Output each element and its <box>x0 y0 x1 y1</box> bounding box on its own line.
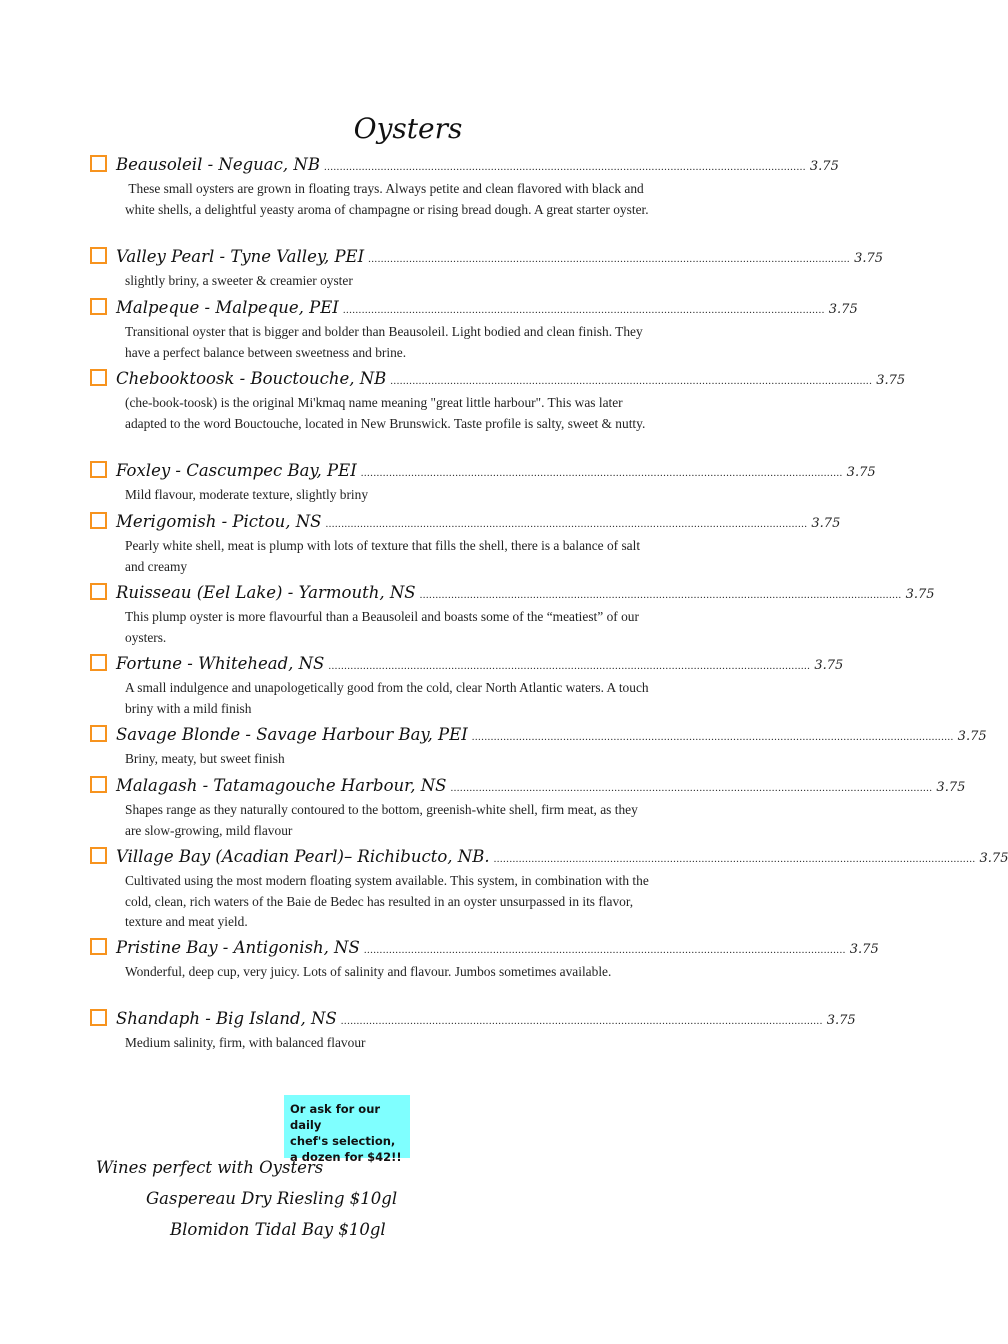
dot-leader: ......................................................................................................................................................... <box>419 589 902 601</box>
dot-leader: ......................................................................................................................................................... <box>328 660 811 672</box>
oyster-item <box>90 654 844 719</box>
oyster-price: 3.75 <box>849 942 879 957</box>
oyster-description: Wonderful, deep cup, very juicy. Lots of salinity and flavour. Jumbos sometimes available. <box>125 964 612 979</box>
oyster-description: Mild flavour, moderate texture, slightly briny <box>125 487 369 502</box>
oyster-item <box>90 298 858 363</box>
oyster-price: 3.75 <box>809 159 839 174</box>
checkbox[interactable] <box>90 155 107 172</box>
oyster-description: (che-book-toosk) is the original Mi'kmaq name meaning "great little harbour". This was later adapted to the word Bouctouche, located in New Brunswick. Taste profile is salty, sweet & nutty. <box>125 395 646 431</box>
checkbox[interactable] <box>90 298 107 315</box>
oyster-price: 3.75 <box>905 587 935 602</box>
oyster-description: A small indulgence and unapologetically good from the cold, clear North Atlantic waters. A touch briny with a mild finish <box>125 680 649 716</box>
oyster-price: 3.75 <box>957 729 987 744</box>
oyster-name: Beausoleil - Neguac, NB <box>116 155 320 174</box>
oyster-description: Medium salinity, firm, with balanced flavour <box>125 1035 366 1050</box>
dot-leader: ......................................................................................................................................................... <box>368 253 851 265</box>
dot-leader: ......................................................................................................................................................... <box>363 944 846 956</box>
checkbox[interactable] <box>90 1009 107 1026</box>
checkbox[interactable] <box>90 247 107 264</box>
dot-leader: ......................................................................................................................................................... <box>471 731 954 743</box>
oyster-item <box>90 938 879 983</box>
oyster-price: 3.75 <box>854 251 884 266</box>
oyster-item <box>90 776 966 841</box>
oyster-item <box>90 155 839 220</box>
dot-leader: ......................................................................................................................................................... <box>323 161 806 173</box>
wine-item: Blomidon Tidal Bay $10gl <box>170 1220 386 1239</box>
oyster-price: 3.75 <box>846 465 876 480</box>
oyster-name: Fortune - Whitehead, NS <box>116 654 325 673</box>
oyster-price: 3.75 <box>828 302 858 317</box>
dot-leader: ......................................................................................................................................................... <box>493 853 976 865</box>
checkbox[interactable] <box>90 725 107 742</box>
oyster-name: Chebooktoosk - Bouctouche, NB <box>116 369 387 388</box>
dot-leader: ......................................................................................................................................................... <box>340 1015 823 1027</box>
oyster-description: This plump oyster is more flavourful than a Beausoleil and boasts some of the “meatiest” of our oysters. <box>125 609 639 645</box>
checkbox[interactable] <box>90 654 107 671</box>
checkbox[interactable] <box>90 583 107 600</box>
oyster-item <box>90 512 841 577</box>
note-line: chef's selection, <box>290 1134 396 1148</box>
oyster-price: 3.75 <box>811 516 841 531</box>
menu-title: Oysters <box>353 112 463 145</box>
oyster-description: Transitional oyster that is bigger and bolder than Beausoleil. Light bodied and clean finish. They have a perfect balance between sweetness and brine. <box>125 324 643 360</box>
dot-leader: ......................................................................................................................................................... <box>325 518 808 530</box>
oyster-price: 3.75 <box>876 373 906 388</box>
oyster-name: Shandaph - Big Island, NS <box>116 1009 337 1028</box>
oyster-name: Village Bay (Acadian Pearl)– Richibucto, NB. <box>116 847 490 866</box>
oyster-name: Malpeque - Malpeque, PEI <box>116 298 339 317</box>
oyster-description: Cultivated using the most modern floating system available. This system, in combination with the cold, clean, rich waters of the Baie de Bedec has resulted in an oyster unsurpassed in its flavor, texture and meat yield. <box>125 873 649 929</box>
checkbox[interactable] <box>90 461 107 478</box>
dot-leader: ......................................................................................................................................................... <box>360 467 843 479</box>
oyster-name: Foxley - Cascumpec Bay, PEI <box>116 461 357 480</box>
oyster-price: 3.75 <box>826 1013 856 1028</box>
wine-item: Gaspereau Dry Riesling $10gl <box>146 1189 398 1208</box>
note-line: Or ask for our daily <box>290 1102 381 1132</box>
oyster-description: These small oysters are grown in floating trays. Always petite and clean flavored with black and white shells, a delightful yeasty aroma of champagne or rising bread dough. A great starter oyster. <box>125 181 649 217</box>
oyster-description: Briny, meaty, but sweet finish <box>125 751 285 766</box>
oyster-description: slightly briny, a sweeter & creamier oyster <box>125 273 353 288</box>
checkbox[interactable] <box>90 776 107 793</box>
checkbox[interactable] <box>90 847 107 864</box>
dot-leader: ......................................................................................................................................................... <box>450 782 933 794</box>
oyster-name: Pristine Bay - Antigonish, NS <box>116 938 360 957</box>
chef-selection-note <box>284 1095 410 1164</box>
checkbox[interactable] <box>90 512 107 529</box>
checkbox[interactable] <box>90 369 107 386</box>
oyster-price: 3.75 <box>979 851 1008 866</box>
checkbox[interactable] <box>90 938 107 955</box>
oyster-item <box>90 461 876 506</box>
oyster-price: 3.75 <box>814 658 844 673</box>
oyster-item <box>90 583 935 648</box>
oyster-item <box>90 1009 856 1054</box>
oyster-price: 3.75 <box>936 780 966 795</box>
oyster-item <box>90 725 987 770</box>
oyster-name: Savage Blonde - Savage Harbour Bay, PEI <box>116 725 468 744</box>
oyster-description: Shapes range as they naturally contoured to the bottom, greenish-white shell, firm meat, as they are slow-growing, mild flavour <box>125 802 638 838</box>
wines-heading: Wines perfect with Oysters <box>96 1158 324 1177</box>
oyster-name: Merigomish - Pictou, NS <box>116 512 322 531</box>
oyster-name: Malagash - Tatamagouche Harbour, NS <box>116 776 447 795</box>
note-line: a dozen for $42!! <box>290 1150 402 1164</box>
oyster-description: Pearly white shell, meat is plump with lots of texture that fills the shell, there is a balance of salt and creamy <box>125 538 641 574</box>
oyster-name: Ruisseau (Eel Lake) - Yarmouth, NS <box>116 583 416 602</box>
oyster-item <box>90 369 906 434</box>
dot-leader: ......................................................................................................................................................... <box>390 375 873 387</box>
oyster-name: Valley Pearl - Tyne Valley, PEI <box>116 247 365 266</box>
dot-leader: ......................................................................................................................................................... <box>342 304 825 316</box>
oyster-item <box>90 847 1008 933</box>
oyster-item <box>90 247 884 292</box>
